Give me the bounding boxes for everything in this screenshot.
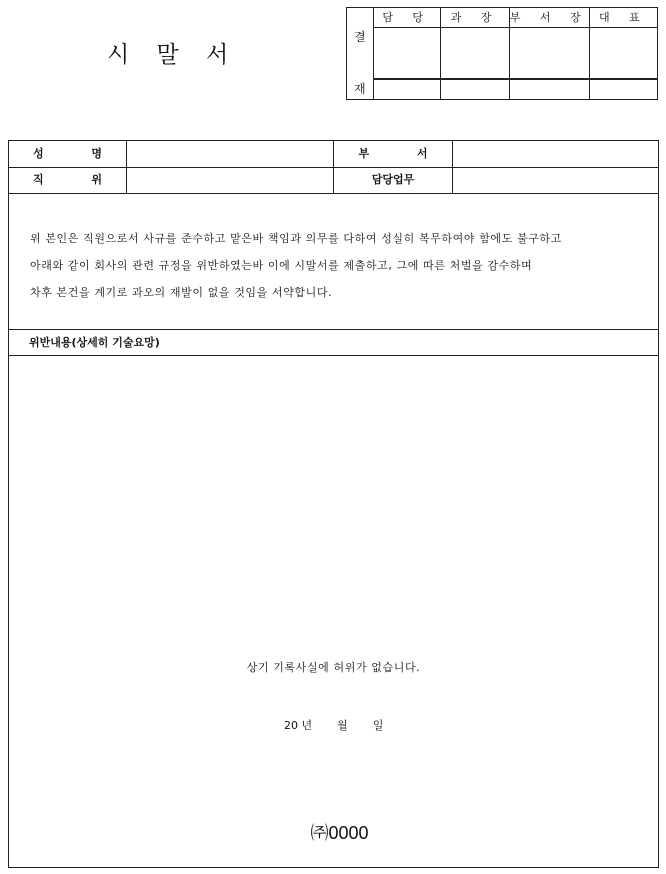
approval-date-box[interactable] [510,80,589,100]
approval-side-label [347,8,374,99]
statement-form [8,140,659,868]
approval-table [346,7,658,100]
approval-col-header: 대 표 [590,8,657,28]
document-title: 시 말 서 [107,42,239,68]
name-field[interactable] [127,141,334,167]
approval-signature-box[interactable] [590,28,657,80]
date-day: 일 [372,719,384,732]
position-field[interactable] [127,167,334,193]
date-year: 20 년 [284,719,313,732]
duty-field[interactable] [453,167,658,193]
dept-label: 부 서 [334,141,453,167]
approval-col-ceo [590,8,657,99]
pledge-section [9,194,658,330]
date-line [284,717,383,733]
approval-signature-box[interactable] [510,28,589,80]
approval-signature-box[interactable] [373,28,440,80]
approval-col-header: 부 서 장 [510,8,589,28]
pledge-line: 위 본인은 직원으로서 사규를 준수하고 맡은바 책임과 의무를 다하여 성실히 복무하여야 함에도 불구하고 [30,232,562,245]
date-month: 월 [337,719,348,732]
approval-date-box[interactable] [590,80,657,100]
approval-side-bottom: 재 [354,82,366,96]
company-name: ㈜0000 [310,823,369,843]
confirm-statement: 상기 기록사실에 허위가 없습니다. [246,661,421,674]
pledge-line: 차후 본건을 계기로 과오의 재발이 없을 것임을 서약합니다. [30,286,333,299]
name-label: 성 명 [9,141,127,167]
duty-label: 담당업무 [334,167,453,193]
approval-col-dept-head [510,8,590,99]
info-row-position [9,167,658,194]
approval-col-header: 담 당 [373,8,440,28]
violation-content-area[interactable] [9,357,658,867]
approval-col-section-chief [441,8,509,99]
pledge-line: 아래와 같이 회사의 관련 규정을 위반하였는바 이에 시말서를 제출하고, 그에 따른 처벌을 감수하며 [30,259,533,272]
dept-field[interactable] [453,141,658,167]
approval-col-header: 과 장 [441,8,508,28]
violation-header: 위반내용(상세히 기술요망) [9,330,658,356]
approval-side-top: 결 [354,30,366,44]
position-label: 직 위 [9,167,127,193]
approval-date-box[interactable] [373,80,440,100]
approval-signature-box[interactable] [441,28,508,80]
approval-date-box[interactable] [441,80,508,100]
approval-col-manager [373,8,441,99]
info-row-name [9,141,658,168]
